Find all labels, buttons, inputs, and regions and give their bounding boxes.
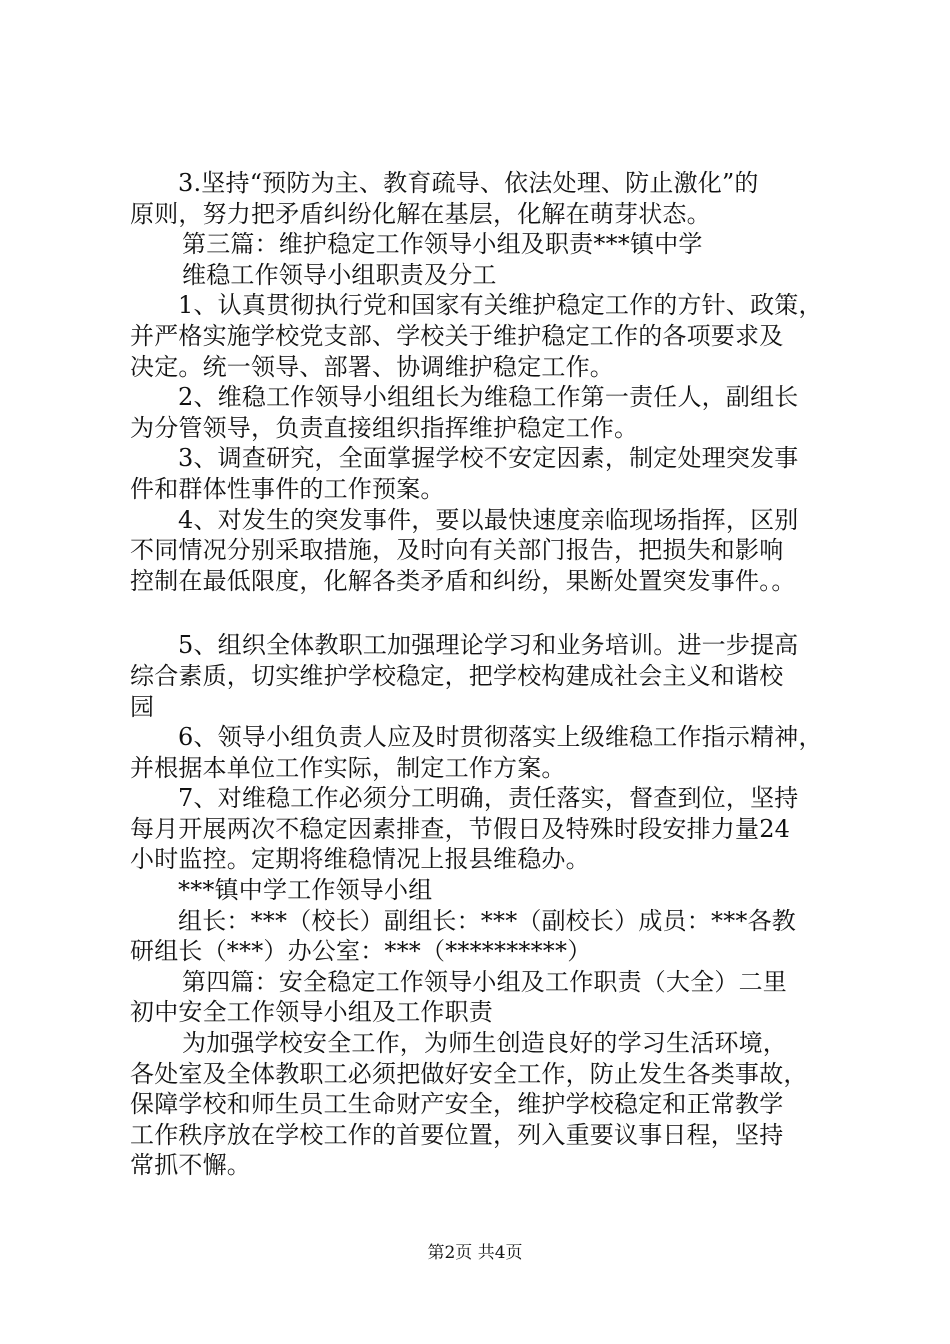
paragraph-line: ***镇中学工作领导小组 xyxy=(178,876,433,905)
paragraph-line: 决定。统一领导、部署、协调维护稳定工作。 xyxy=(130,352,614,381)
paragraph-line: 小时监控。定期将维稳情况上报县维稳办。 xyxy=(130,845,590,874)
paragraph-line: 控制在最低限度，化解各类矛盾和纠纷，果断处置突发事件。。 xyxy=(130,566,796,595)
paragraph-gap xyxy=(130,596,830,630)
paragraph-line: 1、认真贯彻执行党和国家有关维护稳定工作的方针、政策， xyxy=(178,291,823,320)
paragraph-line: 2、维稳工作领导小组组长为维稳工作第一责任人，副组长 xyxy=(178,383,799,412)
section-heading-line: 初中安全工作领导小组及工作职责 xyxy=(130,998,493,1027)
paragraph-line: 研组长（***）办公室：***（**********） xyxy=(130,937,592,966)
paragraph-line: 园 xyxy=(130,692,155,721)
paragraph-line: 并根据本单位工作实际，制定工作方案。 xyxy=(130,753,566,782)
paragraph-line: 3.坚持“预防为主、教育疏导、依法处理、防止激化”的 xyxy=(178,169,759,197)
page-footer: 第2页 共4页 xyxy=(427,1243,523,1263)
paragraph-line: 为分管领导，负责直接组织指挥维护稳定工作。 xyxy=(130,413,639,442)
paragraph-line: 综合素质，切实维护学校稳定，把学校构建成社会主义和谐校 xyxy=(130,661,784,690)
section-heading-line: 维稳工作领导小组职责及分工 xyxy=(182,260,497,289)
section-heading-line: 第四篇：安全稳定工作领导小组及工作职责（大全）二里 xyxy=(182,967,787,996)
section-heading-line: 第三篇：维护稳定工作领导小组及职责***镇中学 xyxy=(182,230,703,259)
paragraph-line: 不同情况分别采取措施，及时向有关部门报告，把损失和影响 xyxy=(130,536,784,565)
paragraph-line: 5、组织全体教职工加强理论学习和业务培训。进一步提高 xyxy=(178,631,799,660)
paragraph-line: 各处室及全体教职工必须把做好安全工作，防止发生各类事故， xyxy=(130,1059,808,1088)
paragraph-line: 为加强学校安全工作，为师生创造良好的学习生活环境， xyxy=(182,1029,787,1058)
paragraph-line: 工作秩序放在学校工作的首要位置，列入重要议事日程，坚持 xyxy=(130,1120,784,1149)
paragraph-line: 件和群体性事件的工作预案。 xyxy=(130,474,445,503)
paragraph-line: 每月开展两次不稳定因素排查，节假日及特殊时段安排力量24 xyxy=(130,814,791,843)
paragraph-line: 保障学校和师生员工生命财产安全，维护学校稳定和正常教学 xyxy=(130,1090,784,1119)
paragraph-line: 组长：***（校长）副组长：***（副校长）成员：***各教 xyxy=(178,906,796,935)
paragraph-line: 4、对发生的突发事件，要以最快速度亲临现场指挥，区别 xyxy=(178,505,799,534)
paragraph-line: 7、对维稳工作必须分工明确，责任落实，督查到位，坚持 xyxy=(178,784,799,813)
paragraph-line: 常抓不懈。 xyxy=(130,1151,251,1180)
paragraph-line: 6、领导小组负责人应及时贯彻落实上级维稳工作指示精神， xyxy=(178,723,823,752)
paragraph-line: 并严格实施学校党支部、学校关于维护稳定工作的各项要求及 xyxy=(130,321,784,350)
body-text xyxy=(130,168,830,1181)
paragraph-line: 原则，努力把矛盾纠纷化解在基层，化解在萌芽状态。 xyxy=(130,199,711,228)
paragraph-line: 3、调查研究，全面掌握学校不安定因素，制定处理突发事 xyxy=(178,444,799,473)
